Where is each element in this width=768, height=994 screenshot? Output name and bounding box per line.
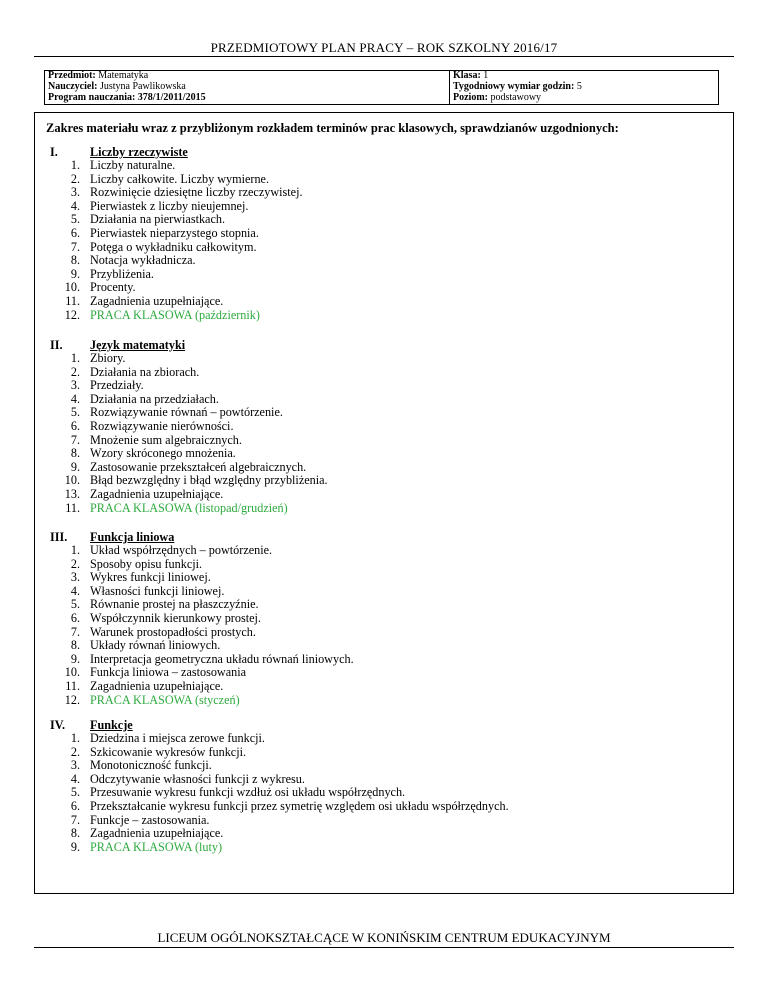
item-number: 2. xyxy=(70,171,80,186)
item-text: Mnożenie sum algebraicznych. xyxy=(90,432,242,447)
item-number: 5. xyxy=(70,212,80,227)
item-number: 3. xyxy=(70,378,80,393)
section-title: Funkcja liniowa xyxy=(90,530,175,544)
item-number: 8. xyxy=(70,253,80,268)
item-text: Funkcja liniowa – zastosowania xyxy=(90,665,247,680)
item-number: 10. xyxy=(64,665,80,680)
item-text: Sposoby opisu funkcji. xyxy=(90,556,203,571)
item-number: 2. xyxy=(70,364,80,379)
item-number: 3. xyxy=(70,185,80,200)
item-number: 2. xyxy=(70,556,80,571)
item-number: 11. xyxy=(65,500,80,515)
item-number: 5. xyxy=(70,785,80,800)
item-number: 1. xyxy=(70,351,80,365)
item-number: 6. xyxy=(70,225,80,240)
item-text: Wzory skróconego mnożenia. xyxy=(90,446,236,461)
item-number: 7. xyxy=(70,624,80,639)
item-text: Przekształcanie wykresu funkcji przez symetrię względem osi układu współrzędnych. xyxy=(90,798,509,813)
item-text: Rozwiązywanie równań – powtórzenie. xyxy=(90,405,283,420)
item-number: 4. xyxy=(70,771,80,786)
course-info-right-cell xyxy=(450,71,719,105)
item-text: Procenty. xyxy=(90,280,136,295)
item-number: 11. xyxy=(65,293,80,308)
item-text: Dziedzina i miejsca zerowe funkcji. xyxy=(90,731,265,745)
item-text: Układy równań liniowych. xyxy=(90,638,221,653)
item-text: Zastosowanie przekształceń algebraicznych. xyxy=(90,459,307,474)
item-text: Działania na zbiorach. xyxy=(90,364,200,379)
section-title: Funkcje xyxy=(90,718,133,732)
teacher-value: Justyna Pawlikowska xyxy=(99,81,186,92)
program-line xyxy=(48,93,446,104)
item-text: Współczynnik kierunkowy prostej. xyxy=(90,610,261,625)
item-number: 6. xyxy=(70,610,80,625)
item-text: Notacja wykładnicza. xyxy=(90,253,196,268)
item-number: 8. xyxy=(70,446,80,461)
item-number: 11. xyxy=(65,678,80,693)
item-text: Pierwiastek z liczby nieujemnej. xyxy=(90,198,249,213)
item-number: 8. xyxy=(70,638,80,653)
item-number: 13. xyxy=(64,486,80,501)
item-number: 6. xyxy=(70,798,80,813)
item-number: 10. xyxy=(64,280,80,295)
course-info-left-cell xyxy=(45,71,450,105)
item-number: 9. xyxy=(70,839,80,854)
item-text: Pierwiastek nieparzystego stopnia. xyxy=(90,225,259,240)
section-title: Liczby rzeczywiste xyxy=(90,145,188,159)
item-text: Funkcje – zastosowania. xyxy=(90,812,210,827)
item-text: Interpretacja geometryczna układu równań liniowych. xyxy=(90,651,354,666)
class-value: 1 xyxy=(483,70,489,81)
item-text: Przedziały. xyxy=(90,378,144,393)
item-text: Błąd bezwzględny i błąd względny przybliżenia. xyxy=(90,473,328,488)
item-number: 5. xyxy=(70,597,80,612)
item-text: Przybliżenia. xyxy=(90,266,154,281)
item-number: 9. xyxy=(70,651,80,666)
item-text: Zagadnienia uzupełniające. xyxy=(90,826,224,841)
test-item-text: PRACA KLASOWA (styczeń) xyxy=(90,692,240,707)
item-text: Rozwiązywanie nierówności. xyxy=(90,418,234,433)
item-number: 3. xyxy=(70,758,80,773)
item-number: 3. xyxy=(70,570,80,585)
scope-heading: Zakres materiału wraz z przybliżonym rozkładem terminów prac klasowych, sprawdzianów uzgodnionych: xyxy=(46,121,619,135)
level-label: Poziom: xyxy=(453,92,488,103)
item-number: 4. xyxy=(70,583,80,598)
item-text: Zagadnienia uzupełniające. xyxy=(90,678,224,693)
section-number: II. xyxy=(50,338,63,352)
footer-divider xyxy=(34,947,734,948)
item-text: Zagadnienia uzupełniające. xyxy=(90,293,224,308)
item-text: Zagadnienia uzupełniające. xyxy=(90,486,224,501)
item-text: Układ współrzędnych – powtórzenie. xyxy=(90,543,273,557)
item-text: Liczby naturalne. xyxy=(90,158,176,172)
item-number: 12. xyxy=(64,692,80,707)
item-text: Monotoniczność funkcji. xyxy=(90,758,212,773)
item-text: Działania na przedziałach. xyxy=(90,391,219,406)
class-label: Klasa: xyxy=(453,70,481,81)
section-number: III. xyxy=(50,530,68,544)
item-number: 6. xyxy=(70,418,80,433)
item-text: Przesuwanie wykresu funkcji wzdłuż osi układu współrzędnych. xyxy=(90,785,406,800)
item-text: Równanie prostej na płaszczyźnie. xyxy=(90,597,259,612)
item-text: Zbiory. xyxy=(90,351,126,365)
item-text: Potęga o wykładniku całkowitym. xyxy=(90,239,257,254)
item-text: Odczytywanie własności funkcji z wykresu. xyxy=(90,771,305,786)
test-item-text: PRACA KLASOWA (luty) xyxy=(90,839,223,854)
course-info-table xyxy=(44,70,719,105)
item-text: Szkicowanie wykresów funkcji. xyxy=(90,744,247,759)
test-item-text: PRACA KLASOWA (listopad/grudzień) xyxy=(90,500,288,515)
header-divider xyxy=(34,56,734,57)
page-footer: LICEUM OGÓLNOKSZTAŁCĄCE W KONIŃSKIM CENTRUM EDUKACYJNYM xyxy=(157,930,611,945)
item-number: 7. xyxy=(70,812,80,827)
item-number: 9. xyxy=(70,266,80,281)
level-value: podstawowy xyxy=(490,92,542,103)
page-title: PRZEDMIOTOWY PLAN PRACY – ROK SZKOLNY 2016/17 xyxy=(210,40,558,55)
item-number: 7. xyxy=(70,432,80,447)
item-number: 5. xyxy=(70,405,80,420)
program-label: Program nauczania: 378/1/2011/2015 xyxy=(48,92,206,103)
item-number: 8. xyxy=(70,826,80,841)
item-number: 2. xyxy=(70,744,80,759)
hours-value: 5 xyxy=(576,81,582,92)
item-text: Warunek prostopadłości prostych. xyxy=(90,624,256,639)
hours-label: Tygodniowy wymiar godzin: xyxy=(453,81,575,92)
subject-value: Matematyka xyxy=(98,70,149,81)
section-number: I. xyxy=(50,145,58,159)
item-number: 4. xyxy=(70,391,80,406)
item-number: 1. xyxy=(70,158,80,172)
item-number: 1. xyxy=(70,543,80,557)
item-text: Wykres funkcji liniowej. xyxy=(90,570,211,585)
item-number: 9. xyxy=(70,459,80,474)
item-text: Działania na pierwiastkach. xyxy=(90,212,226,227)
item-number: 7. xyxy=(70,239,80,254)
item-number: 1. xyxy=(70,731,80,745)
subject-label: Przedmiot: xyxy=(48,70,96,81)
item-text: Liczby całkowite. Liczby wymierne. xyxy=(90,171,270,186)
section-title: Język matematyki xyxy=(90,338,186,352)
teacher-label: Nauczyciel: xyxy=(48,81,98,92)
section-number: IV. xyxy=(50,718,66,732)
item-number: 12. xyxy=(64,307,80,322)
item-number: 4. xyxy=(70,198,80,213)
level-line xyxy=(453,93,715,104)
test-item-text: PRACA KLASOWA (październik) xyxy=(90,307,260,322)
item-text: Własności funkcji liniowej. xyxy=(90,583,225,598)
item-text: Rozwinięcie dziesiętne liczby rzeczywistej. xyxy=(90,185,303,200)
item-number: 10. xyxy=(64,473,80,488)
